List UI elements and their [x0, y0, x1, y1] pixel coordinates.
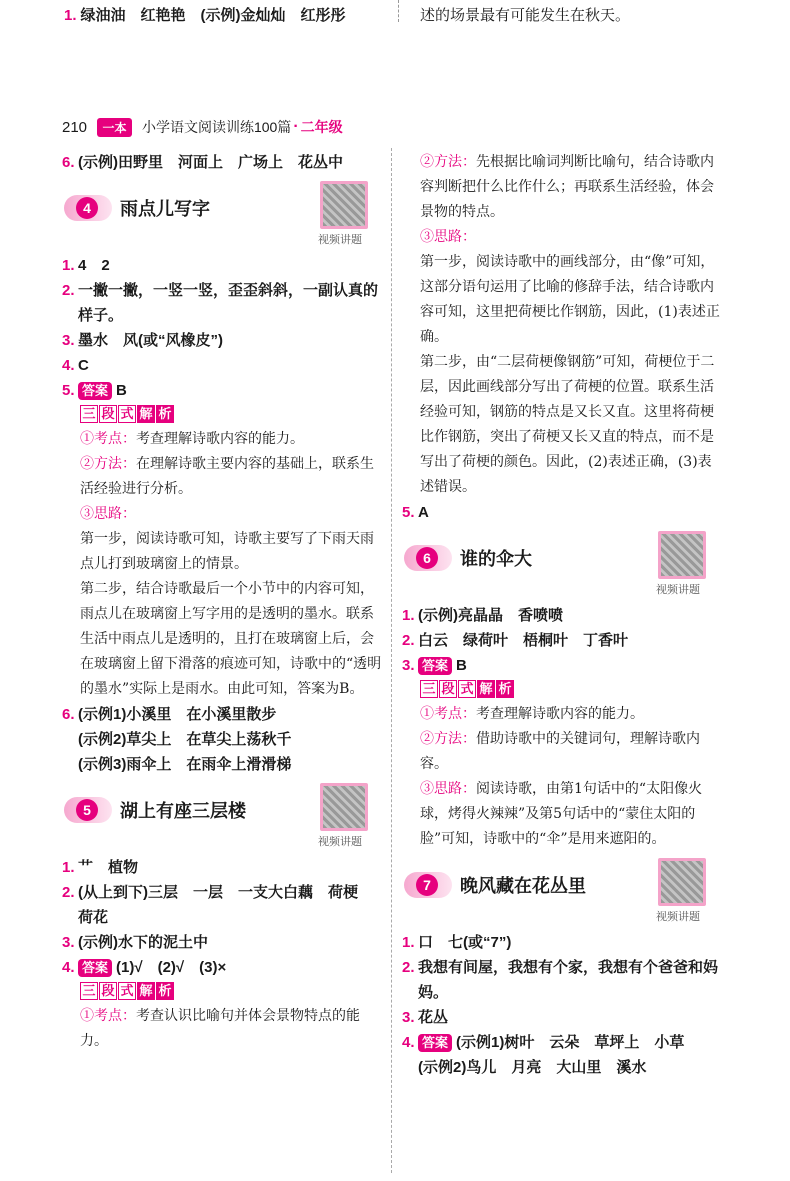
answer-item — [62, 702, 382, 777]
section-title: 谁的伞大 — [460, 549, 532, 570]
top-divider — [398, 0, 399, 22]
item-text: 花丛 — [418, 1009, 449, 1026]
answer-badge: 答案 — [78, 382, 112, 400]
item-text: 一撇一撇，一竖一竖，歪歪斜斜，一副认真的样子。 — [78, 282, 379, 324]
explanation-label: ②方法： — [420, 154, 476, 170]
answer-item — [62, 150, 382, 175]
answer-item — [62, 930, 382, 955]
item-number: 3. — [62, 934, 75, 951]
section-6-header — [402, 531, 724, 599]
sdsx-char: 析 — [156, 982, 174, 1000]
item-text: (示例1)树叶 云朵 草坪上 小草 — [456, 1034, 685, 1051]
previous-page-strip — [0, 0, 790, 34]
item-number: 4. — [62, 357, 75, 374]
answer-item — [62, 955, 382, 980]
item-number: 5. — [62, 382, 75, 399]
item-text: 艹 植物 — [78, 859, 139, 876]
item-text: (从上到下)三层 一层 一支大白藕 荷梗 荷花 — [78, 884, 374, 926]
prev-answer-line — [64, 4, 346, 25]
video-caption: 视频讲题 — [656, 911, 700, 923]
item-text: (示例)田野里 河面上 广场上 花丛中 — [78, 154, 343, 171]
item-number: 1. — [62, 257, 75, 274]
sdsx-char: 式 — [118, 982, 136, 1000]
explanation-text: 考查认识比喻句并体会景物特点的能力。 — [80, 1008, 360, 1049]
three-part-analysis-label — [80, 982, 175, 1002]
answer-item — [62, 278, 382, 328]
video-caption: 视频讲题 — [318, 836, 362, 848]
item-number: 1. — [402, 607, 415, 624]
item-text: (1)√ (2)√ (3)× — [116, 959, 227, 976]
explanation-label: ③思路： — [80, 506, 136, 522]
qr-code-icon[interactable] — [320, 181, 368, 229]
sdsx-char: 解 — [477, 680, 495, 698]
explanation-step: 第一步，阅读诗歌中的画线部分，由“像”可知，这部分语句运用了比喻的修辞手法，结合诗歌内容可知，这里把荷梗比作钢筋，因此，(1)表述正确。 — [420, 254, 720, 345]
answer-badge: 答案 — [78, 959, 112, 977]
explanation-text: 借助诗歌中的关键词句，理解诗歌内容。 — [420, 731, 700, 772]
explanation-kaodian — [62, 427, 382, 452]
section-number: 7 — [416, 874, 438, 896]
item-number: 5. — [402, 504, 415, 521]
answer-item — [62, 328, 382, 353]
explanation-label: ①考点： — [80, 1008, 136, 1024]
prev-item-number: 1. — [64, 7, 77, 24]
answer-item — [402, 930, 724, 955]
section-number: 5 — [76, 799, 98, 821]
item-text: 口 七(或“7”) — [418, 934, 512, 951]
item-text: (示例2)鸟儿 月亮 大山里 溪水 — [418, 1059, 647, 1076]
explanation-kaodian — [62, 1004, 382, 1054]
item-text: 4 2 — [78, 257, 110, 274]
answer-item — [62, 855, 382, 880]
item-text: B — [456, 657, 467, 674]
explanation-step: 第一步，阅读诗歌可知，诗歌主要写了下雨天雨点儿打到玻璃窗上的情景。 — [80, 531, 374, 572]
sdsx-char: 解 — [137, 405, 155, 423]
sdsx-char: 析 — [496, 680, 514, 698]
explanation-text: 考查理解诗歌内容的能力。 — [136, 431, 304, 447]
sdsx-char: 解 — [137, 982, 155, 1000]
page-header — [62, 117, 762, 139]
explanation-label: ③思路： — [420, 781, 476, 797]
sdsx-char: 三 — [80, 982, 98, 1000]
explanation-label: ②方法： — [420, 731, 476, 747]
item-text: C — [78, 357, 89, 374]
explanation-text: 阅读诗歌，由第1句话中的“太阳像火球，烤得火辣辣”及第5句话中的“蒙住太阳的脸”可知，诗歌中的“伞”是用来遮阳的。 — [420, 781, 703, 847]
three-part-analysis-label — [420, 680, 515, 700]
video-caption: 视频讲题 — [656, 584, 700, 596]
explanation-silu — [402, 777, 724, 852]
section-4-header — [62, 181, 382, 249]
section-title: 晚风藏在花丛里 — [460, 876, 586, 897]
explanation-step: 第二步，结合诗歌最后一个小节中的内容可知，雨点儿在玻璃窗上写字用的是透明的墨水。联系生活中雨点儿是透明的，且打在玻璃窗上后，会在玻璃窗上留下滑落的痕迹可知，诗歌中的“透明的墨水”实际上是雨水。由此可知，答案为B。 — [80, 581, 382, 697]
item-text: 墨水 风(或“风橡皮”) — [78, 332, 223, 349]
explanation-label: ①考点： — [80, 431, 136, 447]
explanation-step: 第二步，由“二层荷梗像钢筋”可知，荷梗位于二层，因此画线部分写出了荷梗的位置。联系生活经验可知，钢筋的特点是又长又直。这里将荷梗比作钢筋，突出了荷梗又长又直的特点，而不是写出了荷梗的颜色。因此，(2)表述正确，(3)表述错误。 — [420, 354, 715, 495]
sdsx-char: 式 — [118, 405, 136, 423]
sdsx-char: 段 — [99, 982, 117, 1000]
prev-explanation-line: 述的场景最有可能发生在秋天。 — [420, 6, 631, 24]
brand-logo: 一本 — [97, 118, 131, 137]
answer-item — [402, 955, 724, 1005]
item-number: 3. — [402, 657, 415, 674]
item-number: 2. — [62, 282, 75, 299]
qr-code-icon[interactable] — [658, 531, 706, 579]
item-text: 我想有间屋，我想有个家，我想有个爸爸和妈妈。 — [418, 959, 719, 1001]
answer-item — [402, 603, 724, 628]
item-number: 6. — [62, 706, 75, 723]
answer-item — [402, 653, 724, 678]
answer-item — [402, 1030, 724, 1080]
sdsx-char: 段 — [99, 405, 117, 423]
answer-item — [62, 353, 382, 378]
section-number: 4 — [76, 197, 98, 219]
three-part-analysis-label — [80, 405, 175, 425]
item-number: 2. — [402, 959, 415, 976]
section-5-header — [62, 783, 382, 851]
item-number: 4. — [62, 959, 75, 976]
page-number: 210 — [62, 118, 88, 136]
section-7-header — [402, 858, 724, 926]
explanation-fangfa — [62, 452, 382, 502]
series-title: 小学语文阅读训练100篇 — [141, 119, 292, 135]
explanation-kaodian — [402, 702, 724, 727]
explanation-fangfa — [402, 727, 724, 777]
item-text: B — [116, 382, 127, 399]
explanation-text: 先根据比喻词判断比喻句，结合诗歌内容判断把什么比作什么；再联系生活经验，体会景物的特点。 — [420, 154, 714, 220]
explanation-label: ③思路： — [420, 229, 476, 245]
video-caption: 视频讲题 — [318, 234, 362, 246]
sdsx-char: 段 — [439, 680, 457, 698]
header-dot: · — [293, 118, 299, 136]
item-number: 3. — [402, 1009, 415, 1026]
answer-badge: 答案 — [418, 657, 452, 675]
left-column — [62, 150, 382, 1054]
answer-item — [62, 880, 382, 930]
right-column — [402, 150, 724, 1080]
item-text: (示例)水下的泥土中 — [78, 934, 208, 951]
prev-item-text: 绿油油 红艳艳 (示例)金灿灿 红彤彤 — [80, 7, 346, 24]
item-number: 2. — [62, 884, 75, 901]
answer-item — [62, 253, 382, 278]
answer-item — [402, 1005, 724, 1030]
item-text: (示例)亮晶晶 香喷喷 — [418, 607, 563, 624]
column-divider — [391, 148, 392, 1173]
answer-item — [402, 500, 724, 525]
sdsx-char: 式 — [458, 680, 476, 698]
sdsx-char: 三 — [420, 680, 438, 698]
explanation-text: 在理解诗歌主要内容的基础上，联系生活经验进行分析。 — [80, 456, 374, 497]
sdsx-char: 析 — [156, 405, 174, 423]
explanation-label: ②方法： — [80, 456, 136, 472]
sdsx-char: 三 — [80, 405, 98, 423]
section-number: 6 — [416, 547, 438, 569]
item-text: A — [418, 504, 429, 521]
item-number: 2. — [402, 632, 415, 649]
item-number: 1. — [62, 859, 75, 876]
item-text: 白云 绿荷叶 梧桐叶 丁香叶 — [418, 632, 629, 649]
section-title: 湖上有座三层楼 — [120, 801, 246, 822]
item-number: 4. — [402, 1034, 415, 1051]
qr-code-icon[interactable] — [320, 783, 368, 831]
answer-item — [402, 628, 724, 653]
item-text: (示例2)草尖上 在草尖上荡秋千 — [78, 731, 292, 748]
grade-label: 二年级 — [300, 119, 343, 135]
answer-badge: 答案 — [418, 1034, 452, 1052]
explanation-silu — [62, 502, 382, 527]
item-number: 6. — [62, 154, 75, 171]
item-number: 3. — [62, 332, 75, 349]
explanation-label: ①考点： — [420, 706, 476, 722]
qr-code-icon[interactable] — [658, 858, 706, 906]
explanation-silu — [402, 225, 724, 250]
item-number: 1. — [402, 934, 415, 951]
section-title: 雨点儿写字 — [120, 199, 210, 220]
explanation-fangfa — [402, 150, 724, 225]
explanation-text: 考查理解诗歌内容的能力。 — [476, 706, 644, 722]
answer-item — [62, 378, 382, 403]
item-text: (示例1)小溪里 在小溪里散步 — [78, 706, 277, 723]
item-text: (示例3)雨伞上 在雨伞上滑滑梯 — [78, 756, 292, 773]
